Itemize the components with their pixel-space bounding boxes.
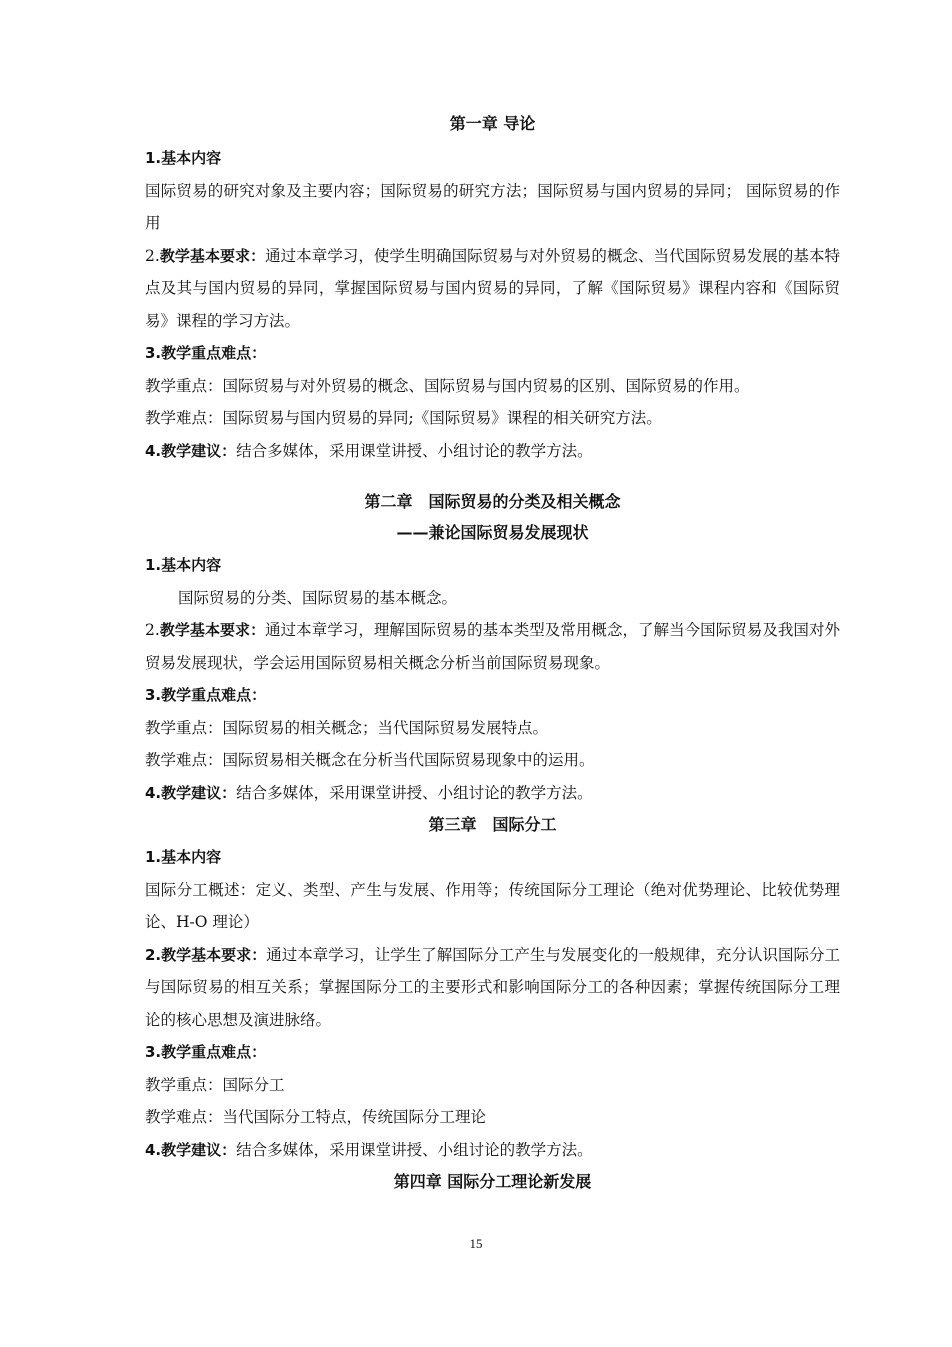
ch2-focus: 教学重点：国际贸易的相关概念；当代国际贸易发展特点。 — [145, 718, 549, 737]
ch3-s2-head: 2.教学基本要求： — [145, 945, 267, 964]
ch3-basic-content-heading — [145, 841, 840, 874]
ch2-s2-head: 教学基本要求： — [159, 621, 266, 639]
ch1-s4-head: 4.教学建议： — [145, 441, 237, 460]
ch1-s2-head: 教学基本要求： — [159, 246, 266, 265]
ch3-difficulty: 教学难点：当代国际分工特点，传统国际分工理论 — [145, 1108, 487, 1126]
ch3-focus: 教学重点：国际分工 — [145, 1075, 285, 1094]
ch1-s1-head: 1.基本内容 — [145, 149, 222, 167]
chapter-1-title: 第一章 导论 — [449, 114, 536, 133]
ch2-requirements — [145, 614, 840, 679]
ch1-difficulty: 教学难点：国际贸易与国内贸易的异同;《国际贸易》课程的相关研究方法。 — [145, 409, 662, 427]
ch2-s2-text: 通过本章学习，理解国际贸易的基本类型及常用概念，了解当今国际贸易及我国对外贸易发展现状，学会运用国际贸易相关概念分析当前国际贸易现象。 — [145, 621, 840, 672]
chapter-2-subtitle: ——兼论国际贸易发展现状 — [396, 523, 589, 542]
ch3-s2-text: 通过本章学习，让学生了解国际分工产生与发展变化的一般规律，充分认识国际分工与国际贸易的相互关系；掌握国际分工的主要形式和影响国际分工的各种因素；掌握传统国际分工理论的核心思想及演进脉络。 — [145, 945, 840, 1029]
ch1-s4-text: 结合多媒体，采用课堂讲授、小组讨论的教学方法。 — [236, 441, 593, 460]
ch3-suggestion — [145, 1134, 840, 1167]
ch2-s3-head: 3.教学重点难点： — [145, 686, 267, 704]
ch1-basic-content-heading — [145, 142, 840, 175]
ch2-s4-text: 结合多媒体，采用课堂讲授、小组讨论的教学方法。 — [236, 783, 593, 802]
chapter-3-title: 第三章 国际分工 — [428, 815, 557, 834]
ch3-s3-head: 3.教学重点难点： — [145, 1043, 267, 1061]
ch1-suggestion — [145, 435, 840, 468]
ch1-basic-content-text: 国际贸易的研究对象及主要内容；国际贸易的研究方法；国际贸易与国内贸易的异同； 国际贸易的作用 — [145, 181, 840, 232]
ch2-key-points-heading — [145, 679, 840, 712]
ch3-s1-head: 1.基本内容 — [145, 848, 222, 866]
ch2-s2-num: 2. — [145, 621, 160, 639]
ch2-s1-head: 1.基本内容 — [145, 556, 222, 574]
page-number: 15 — [469, 1236, 483, 1251]
ch3-requirements — [145, 939, 840, 1037]
ch1-s2-num: 2. — [145, 246, 160, 265]
ch3-s4-text: 结合多媒体，采用课堂讲授、小组讨论的教学方法。 — [236, 1140, 593, 1159]
ch1-s3-head: 3.教学重点难点： — [145, 344, 267, 362]
chapter-2-title: 第二章 国际贸易的分类及相关概念 — [364, 492, 621, 511]
chapter-4-title: 第四章 国际分工理论新发展 — [393, 1172, 592, 1191]
ch2-difficulty: 教学难点：国际贸易相关概念在分析当代国际贸易现象中的运用。 — [145, 751, 595, 769]
chapter-gap — [145, 467, 840, 487]
ch3-s4-head: 4.教学建议： — [145, 1140, 237, 1159]
ch2-basic-content-heading — [145, 549, 840, 582]
ch1-s2-text: 通过本章学习，使学生明确国际贸易与对外贸易的概念、当代国际贸易发展的基本特点及其与国内贸易的异同，掌握国际贸易与国内贸易的异同，了解《国际贸易》课程内容和《国际贸易》课程的学习方法。 — [145, 246, 840, 330]
ch3-basic-content-text: 国际分工概述：定义、类型、产生与发展、作用等；传统国际分工理论（绝对优势理论、比较优势理论、H-O 理论） — [145, 880, 840, 931]
ch2-suggestion — [145, 777, 840, 810]
ch2-basic-content-text: 国际贸易的分类、国际贸易的基本概念。 — [178, 588, 458, 607]
ch3-key-points-heading — [145, 1036, 840, 1069]
ch2-s4-head: 4.教学建议： — [145, 783, 237, 802]
ch1-key-points-heading — [145, 337, 840, 370]
ch1-requirements — [145, 240, 840, 338]
ch1-focus: 教学重点：国际贸易与对外贸易的概念、国际贸易与国内贸易的区别、国际贸易的作用。 — [145, 376, 750, 395]
document-page — [145, 112, 840, 1198]
